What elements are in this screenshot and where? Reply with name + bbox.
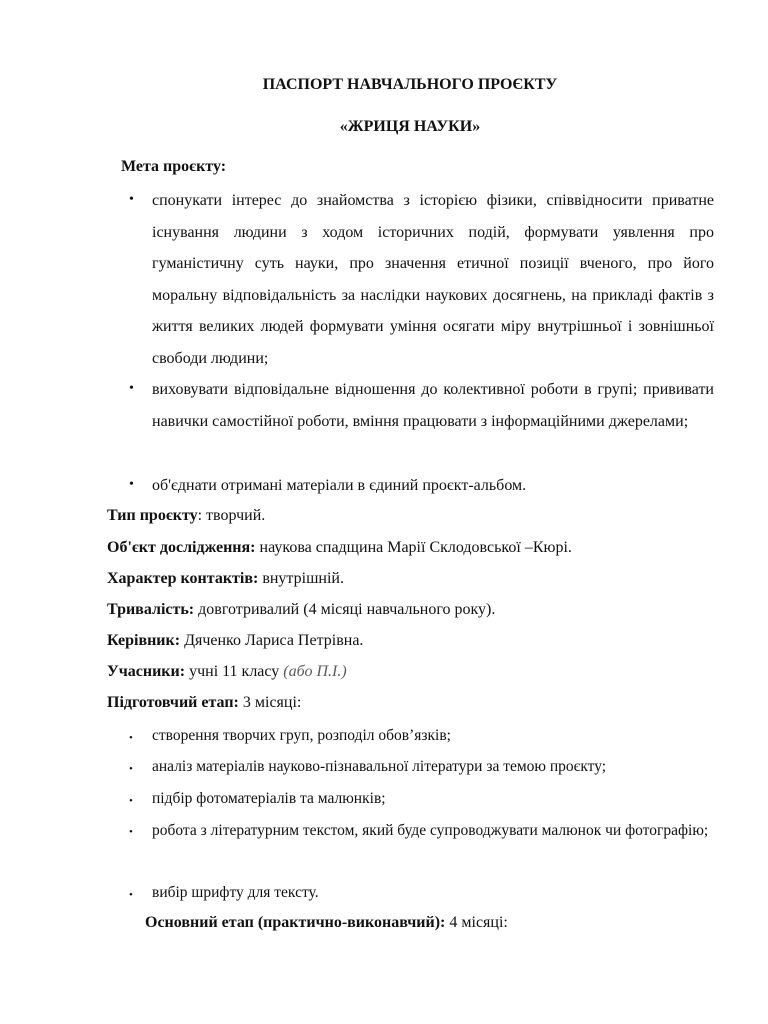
prep-item: аналіз матеріалів науково-пізнавальної літератури за темою проєкту;: [152, 758, 607, 775]
goal-item: об'єднати отримані матеріали в єдиний проєкт-альбом.: [152, 477, 527, 494]
bullet-icon: •: [129, 477, 134, 492]
prep-item: вибір шрифту для тексту.: [152, 884, 319, 901]
project-type-label: Тип проєкту: [107, 507, 198, 524]
goal-item: виховувати відповідальне відношення до колективної роботи в групі; прививати навички самостійної роботи, вміння працювати з інформаційними джерелами;: [152, 381, 714, 430]
goal-heading: Мета проєкту:: [121, 158, 227, 175]
main-stage-line: [145, 914, 508, 932]
bullet-icon: •: [129, 826, 133, 838]
prep-stage-label: Підготовчий етап:: [107, 694, 239, 711]
contacts-line: [107, 570, 344, 588]
participants-note: (або П.І.): [283, 663, 347, 680]
duration-value: довготривалий (4 місяці навчального року).: [194, 601, 496, 618]
goal-item: спонукати інтерес до знайомства з історією фізики, співвідносити приватне існування людини з ходом історичних подій, формувати уявлення про гуманістичну суть науки, про значення етичної позиції вченого, про його моральну відповідальність за наслідки наукових досягнень, на прикладі фактів з життя великих людей формувати уміння осягати міру внутрішньої і зовнішньої свободи людини;: [152, 192, 714, 367]
prep-stage-value: 3 місяці:: [238, 694, 302, 711]
prep-item: робота з літературним текстом, який буде супроводжувати малюнок чи фотографію;: [152, 822, 709, 839]
document-title: ПАСПОРТ НАВЧАЛЬНОГО ПРОЄКТУ: [262, 76, 558, 93]
prep-stage-line: [107, 694, 301, 712]
duration-line: [107, 601, 495, 619]
duration-label: Тривалість:: [107, 601, 195, 618]
bullet-icon: •: [129, 795, 133, 807]
participants-line: [107, 663, 347, 681]
research-object-label: Об'єкт дослідження:: [107, 539, 256, 556]
contacts-value: внутрішній.: [258, 570, 344, 587]
prep-item: підбір фотоматеріалів та малюнків;: [152, 790, 386, 807]
project-type-line: [107, 507, 265, 525]
bullet-icon: •: [129, 732, 133, 744]
contacts-label: Характер контактів:: [107, 570, 259, 587]
leader-label: Керівник:: [107, 632, 181, 649]
participants-value: учні 11 класу: [185, 663, 284, 680]
bullet-icon: •: [129, 889, 133, 901]
bullet-icon: •: [129, 763, 133, 775]
research-object-line: [107, 539, 572, 557]
bullet-icon: •: [129, 192, 134, 207]
main-stage-label: Основний етап (практично-виконавчий):: [145, 914, 446, 931]
participants-label: Учасники:: [107, 663, 186, 680]
leader-line: [107, 632, 363, 650]
research-object-value: наукова спадщина Марії Склодовської –Кюрі.: [255, 539, 572, 556]
project-name: «ЖРИЦЯ НАУКИ»: [339, 118, 481, 135]
project-type-value: : творчий.: [197, 507, 266, 524]
prep-item: створення творчих груп, розподіл обов’язків;: [152, 727, 451, 744]
main-stage-value: 4 місяці:: [445, 914, 508, 931]
leader-value: Дяченко Лариса Петрівна.: [180, 632, 364, 649]
bullet-icon: •: [129, 381, 134, 396]
